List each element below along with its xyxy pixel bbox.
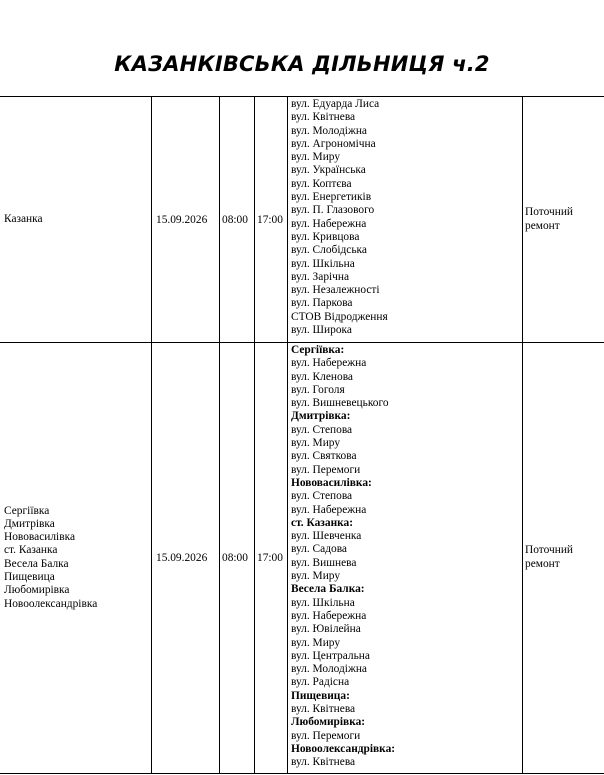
street-name: вул. Вишнева: [291, 556, 357, 569]
end-time-cell: 17:00: [255, 343, 288, 774]
street-name: вул. Агрономічна: [291, 137, 376, 150]
street-name: СТОВ Відродження: [291, 310, 388, 323]
settlement-name: Новоолександрівка: [4, 597, 98, 610]
table-row: [0, 97, 604, 343]
settlement-name: Любомирівка: [4, 584, 70, 597]
date-cell: 15.09.2026: [152, 343, 220, 774]
reason-text: ремонт: [525, 219, 560, 232]
reason-cell: [523, 97, 604, 343]
end-time-cell: 17:00: [255, 97, 288, 343]
settlement-name: Сергіївка: [4, 504, 50, 517]
street-name: вул. Шкільна: [291, 257, 355, 270]
settlement-heading: Пищевица:: [291, 689, 350, 702]
street-name: вул. Коптєва: [291, 177, 352, 190]
street-name: вул. П. Глазового: [291, 204, 375, 217]
street-name: вул. Радісна: [291, 676, 350, 689]
date-cell: 15.09.2026: [152, 97, 220, 343]
street-name: вул. Степова: [291, 423, 353, 436]
street-name: вул. Шевченка: [291, 530, 362, 543]
street-name: вул. Широка: [291, 324, 352, 337]
street-name: вул. Квітнева: [291, 756, 356, 769]
street-name: вул. Едуарда Лиса: [291, 98, 380, 110]
street-name: вул. Садова: [291, 543, 347, 556]
street-name: вул. Молодіжна: [291, 124, 367, 137]
street-name: вул. Слобідська: [291, 244, 367, 257]
street-name: вул. Молодіжна: [291, 663, 367, 676]
street-name: вул. Ювілейна: [291, 623, 361, 636]
outage-schedule-table: [0, 96, 604, 774]
street-name: вул. Шкільна: [291, 596, 355, 609]
street-name: вул. Степова: [291, 490, 353, 503]
settlement-name: Весела Балка: [4, 557, 69, 570]
street-name: вул. Миру: [291, 636, 341, 649]
street-name: вул. Квітнева: [291, 703, 356, 716]
settlements-cell: [0, 343, 152, 774]
settlement-heading: Новоолександрівка:: [291, 742, 396, 755]
reason-text: Поточний: [525, 544, 574, 557]
street-name: вул. Гоголя: [291, 383, 345, 396]
streets-cell: [288, 97, 523, 343]
street-name: вул. Кривцова: [291, 230, 360, 243]
street-name: вул. Миру: [291, 151, 341, 164]
settlement-name: Нововасилівка: [4, 531, 75, 544]
street-name: вул. Зарічна: [291, 270, 350, 283]
reason-text: ремонт: [525, 557, 560, 570]
streets-cell: [288, 343, 523, 774]
street-name: вул. Миру: [291, 437, 341, 450]
street-name: вул. Набережна: [291, 217, 367, 230]
settlement-heading: Весела Балка:: [291, 583, 365, 596]
settlement-name: Дмитрівка: [4, 517, 55, 530]
street-name: вул. Кленова: [291, 370, 353, 383]
street-name: вул. Перемоги: [291, 729, 361, 742]
settlement-name: ст. Казанка: [4, 544, 58, 557]
street-name: вул. Миру: [291, 570, 341, 583]
reason-cell: [523, 343, 604, 774]
settlement-heading: Нововасилівка:: [291, 476, 372, 489]
street-name: вул. Українська: [291, 164, 366, 177]
street-name: вул. Центральна: [291, 649, 370, 662]
settlement-heading: Сергіївка:: [291, 344, 345, 356]
street-name: вул. Набережна: [291, 503, 367, 516]
table-row: [0, 343, 604, 774]
street-name: вул. Вишневецького: [291, 397, 389, 410]
street-name: вул. Незалежності: [291, 284, 380, 297]
street-name: вул. Святкова: [291, 450, 357, 463]
street-name: вул. Перемоги: [291, 463, 361, 476]
start-time-cell: 08:00: [220, 97, 255, 343]
street-name: вул. Паркова: [291, 297, 353, 310]
street-name: вул. Набережна: [291, 357, 367, 370]
settlements-cell: [0, 97, 152, 343]
settlement-name: Казанка: [4, 212, 43, 225]
street-name: вул. Набережна: [291, 609, 367, 622]
settlement-heading: ст. Казанка:: [291, 516, 354, 529]
start-time-cell: 08:00: [220, 343, 255, 774]
street-name: вул. Енергетиків: [291, 191, 372, 204]
page-title: КАЗАНКІВСЬКА ДІЛЬНИЦЯ ч.2: [114, 52, 490, 76]
settlement-name: Пищевица: [4, 571, 55, 584]
settlement-heading: Любомирівка:: [291, 716, 366, 729]
settlement-heading: Дмитрівка:: [291, 410, 351, 423]
street-name: вул. Квітнева: [291, 111, 356, 124]
reason-text: Поточний: [525, 206, 574, 219]
